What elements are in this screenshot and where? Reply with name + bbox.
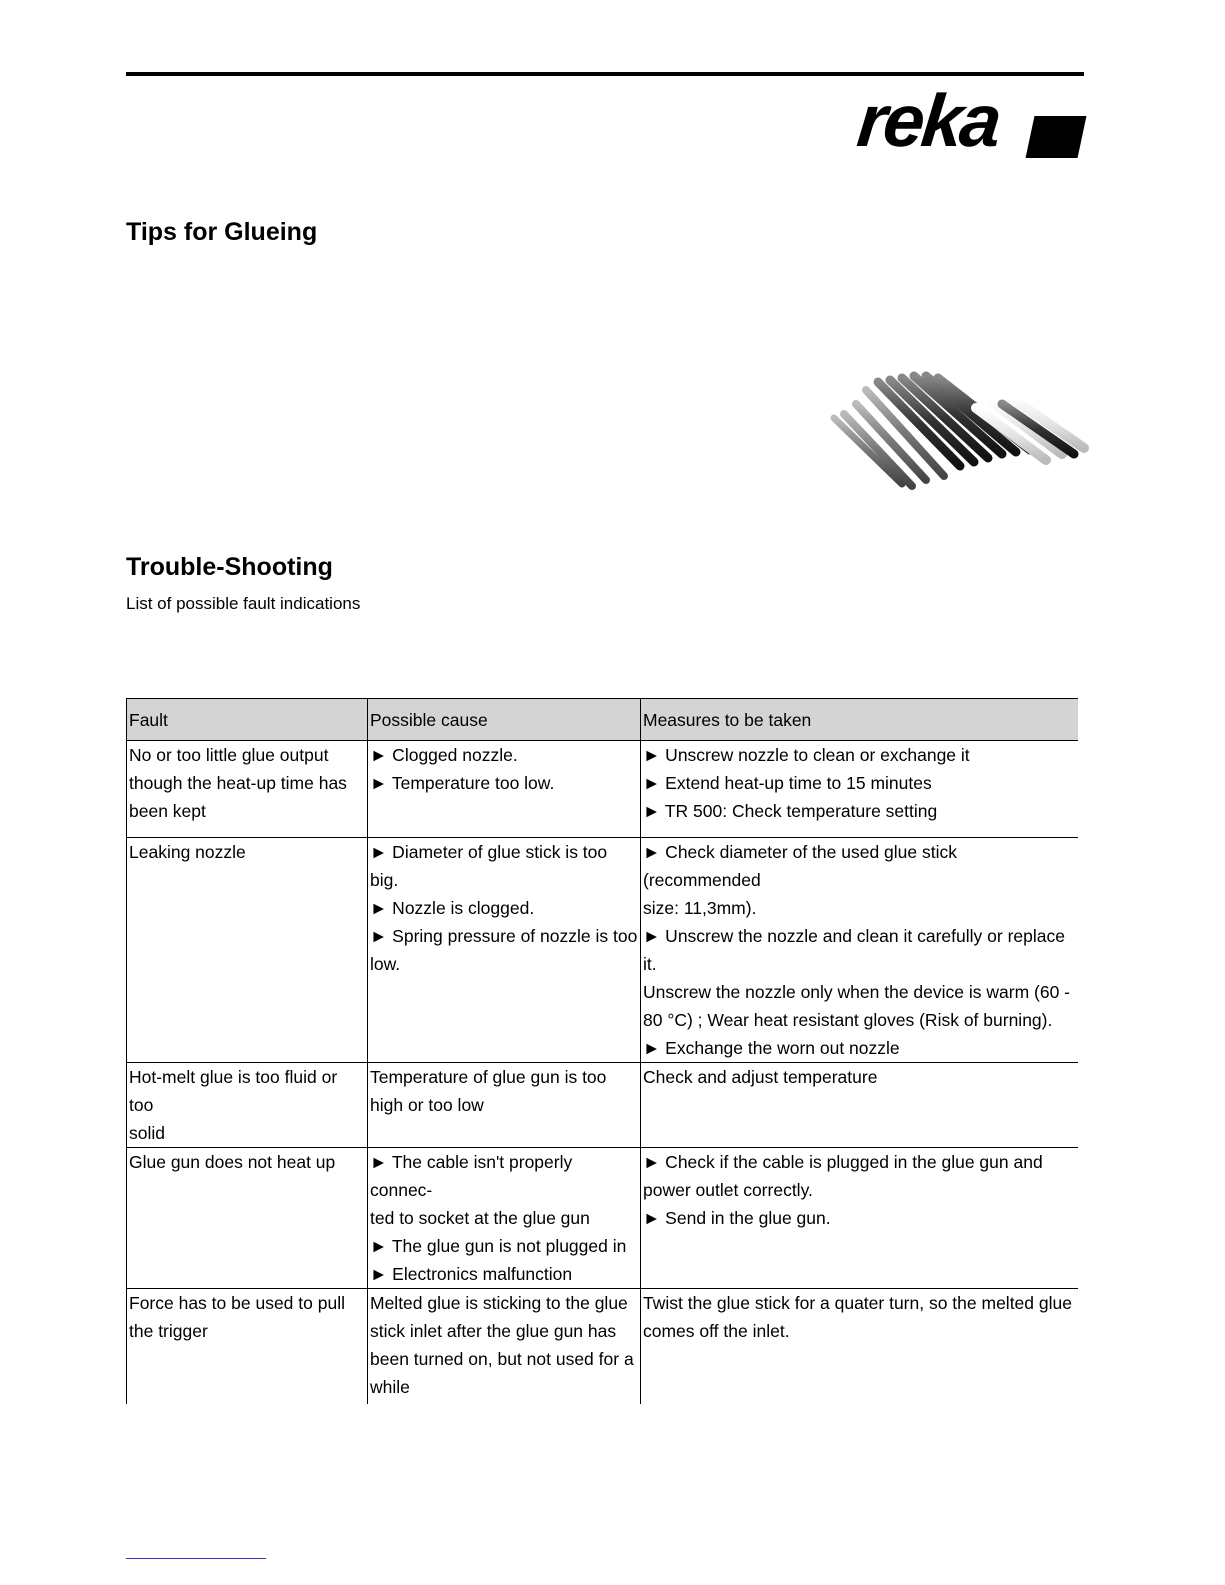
measures-text: Twist the glue stick for a quater turn, so the melted glue	[643, 1293, 1072, 1313]
measures-text: Unscrew the nozzle only when the device is warm (60 -	[643, 982, 1070, 1002]
measures-text: Check and adjust temperature	[643, 1067, 878, 1087]
reka-logo	[853, 79, 1086, 162]
cause-text: ► Nozzle is clogged.	[370, 898, 535, 918]
fault-text: solid	[129, 1123, 165, 1143]
cause-cell	[368, 1063, 641, 1148]
table-row	[127, 838, 1079, 1063]
glue-sticks-image	[826, 368, 1092, 498]
measures-text: ► Extend heat-up time to 15 minutes	[643, 773, 932, 793]
tips-heading: Tips for Glueing	[126, 218, 318, 246]
fault-cell	[127, 1148, 368, 1289]
measures-text: ► Send in the glue gun.	[643, 1208, 831, 1228]
cause-text: ► The glue gun is not plugged in	[370, 1236, 627, 1256]
fault-text: Leaking nozzle	[129, 842, 246, 862]
fault-text: though the heat-up time has	[129, 773, 347, 793]
trouble-shooting-subtitle: List of possible fault indications	[126, 594, 361, 613]
table-row	[127, 741, 1079, 838]
fault-cell	[127, 741, 368, 838]
measures-text: 80 °C) ; Wear heat resistant gloves (Risk of burning).	[643, 1010, 1053, 1030]
measures-text: ► Exchange the worn out nozzle	[643, 1038, 900, 1058]
cause-text: stick inlet after the glue gun has	[370, 1321, 617, 1341]
measures-text: size: 11,3mm).	[643, 898, 757, 918]
measures-text: ► Unscrew the nozzle and clean it carefully or replace it.	[643, 926, 1065, 974]
logo-block-icon	[1026, 116, 1087, 158]
cause-text: Temperature of glue gun is too	[370, 1067, 607, 1087]
fault-text: Glue gun does not heat up	[129, 1152, 336, 1172]
cause-cell	[368, 838, 641, 1063]
column-header-fault: Fault	[127, 699, 368, 741]
measures-cell	[641, 1289, 1079, 1405]
cause-text: low.	[370, 954, 401, 974]
table-row	[127, 1063, 1079, 1148]
table-row	[127, 1289, 1079, 1405]
fault-text: the trigger	[129, 1321, 208, 1341]
cause-text: ► Electronics malfunction	[370, 1264, 573, 1284]
cause-text: ► Diameter of glue stick is too big.	[370, 842, 608, 890]
cause-cell	[368, 1148, 641, 1289]
top-rule	[126, 72, 1084, 76]
measures-cell	[641, 838, 1079, 1063]
cause-text: been turned on, but not used for a	[370, 1349, 634, 1369]
measures-cell	[641, 1148, 1079, 1289]
cause-cell	[368, 1289, 641, 1405]
measures-text: ► TR 500: Check temperature setting	[643, 801, 938, 821]
measures-text: comes off the inlet.	[643, 1321, 790, 1341]
cause-text: while	[370, 1377, 410, 1397]
footer-rule	[126, 1558, 266, 1559]
cause-text: ► Clogged nozzle.	[370, 745, 518, 765]
measures-cell	[641, 741, 1079, 838]
logo-wordmark: reka	[853, 79, 1003, 162]
cause-text: high or too low	[370, 1095, 484, 1115]
table-header-row	[127, 699, 1079, 741]
column-header-cause: Possible cause	[368, 699, 641, 741]
fault-text: No or too little glue output	[129, 745, 329, 765]
fault-text: been kept	[129, 801, 206, 821]
measures-text: ► Check if the cable is plugged in the glue gun and	[643, 1152, 1043, 1172]
cause-text: ► The cable isn't properly connec-	[370, 1152, 573, 1200]
fault-table	[126, 698, 1078, 1404]
cause-text: ► Spring pressure of nozzle is too	[370, 926, 638, 946]
cause-cell	[368, 741, 641, 838]
cause-text: ted to socket at the glue gun	[370, 1208, 590, 1228]
trouble-shooting-heading: Trouble-Shooting	[126, 553, 333, 581]
fault-cell	[127, 1063, 368, 1148]
measures-text: ► Unscrew nozzle to clean or exchange it	[643, 745, 970, 765]
fault-cell	[127, 838, 368, 1063]
table-row	[127, 1148, 1079, 1289]
fault-text: Force has to be used to pull	[129, 1293, 345, 1313]
measures-text: ► Check diameter of the used glue stick (recommended	[643, 842, 958, 890]
cause-text: ► Temperature too low.	[370, 773, 555, 793]
fault-text: Hot-melt glue is too fluid or too	[129, 1067, 338, 1115]
cause-text: Melted glue is sticking to the glue	[370, 1293, 628, 1313]
measures-text: power outlet correctly.	[643, 1180, 813, 1200]
measures-cell	[641, 1063, 1079, 1148]
fault-cell	[127, 1289, 368, 1405]
column-header-measures: Measures to be taken	[641, 699, 1079, 741]
